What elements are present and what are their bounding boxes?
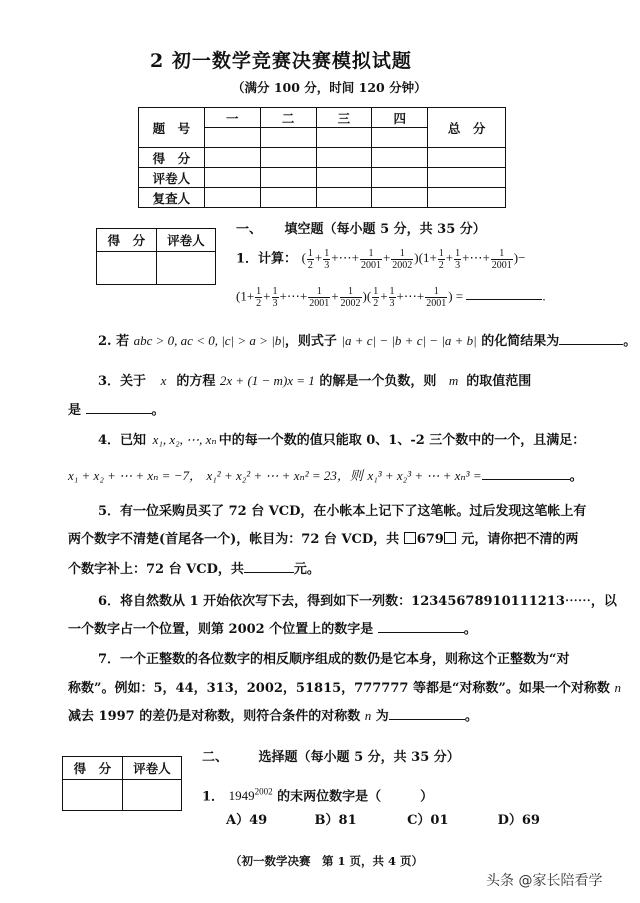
choice-question-1-number: 1．	[202, 789, 225, 805]
score-cell	[372, 128, 428, 148]
question-4-eq3: x₁³ + x₂³ + ⋯ + xₙ³ =	[367, 468, 482, 483]
question-7-line3b: 为	[375, 709, 389, 724]
score-cell	[260, 128, 316, 148]
question-4-eq1: x₁ + x₂ + ⋯ + xₙ = −7，	[68, 468, 202, 483]
score-row-label: 评卷人	[139, 168, 205, 188]
option-d[interactable]: D）69	[497, 813, 540, 828]
question-7-line3	[68, 706, 478, 727]
question-3-var2: m	[448, 373, 459, 388]
section2-heading	[202, 748, 460, 768]
score-cell	[260, 188, 316, 208]
grader-box-grader-label: 评卷人	[156, 229, 215, 252]
question-5-line3	[68, 560, 320, 580]
question-1	[236, 248, 525, 271]
score-table-header-cell: 总 分	[428, 108, 506, 148]
answer-blank[interactable]	[378, 620, 464, 633]
page-footer: （初一数学决赛 第 1 页，共 4 页）	[230, 854, 424, 868]
question-7-line2	[68, 678, 621, 699]
section2-number: 二、	[202, 750, 229, 765]
unclear-digit-box	[404, 532, 416, 544]
grader-box-section1	[96, 228, 216, 285]
section1-heading	[236, 220, 486, 240]
grader-box-score-label: 得 分	[97, 229, 157, 252]
grader-box-score-cell	[63, 780, 123, 811]
punct: 。	[569, 469, 583, 484]
score-table-header-cell: 一	[204, 108, 260, 128]
option-b[interactable]: B）81	[314, 813, 357, 828]
score-table-header	[139, 108, 506, 128]
option-a[interactable]: A）49	[226, 813, 268, 828]
score-cell	[204, 168, 260, 188]
question-3-line2	[68, 401, 165, 421]
score-cell	[204, 148, 260, 168]
score-table-row	[139, 188, 506, 208]
question-2	[98, 331, 636, 352]
power-exponent: 2002	[254, 787, 273, 797]
question-5-line2c: 元，请你把不清的两	[461, 532, 579, 547]
question-2-expression: |a + c| − |b + c| − |a + b|	[341, 333, 477, 348]
score-cell	[260, 148, 316, 168]
score-table	[138, 107, 506, 208]
grader-box-grader-cell	[156, 252, 215, 285]
power-base: 1949	[228, 788, 255, 804]
score-table-header-cell: 四	[372, 108, 428, 128]
answer-blank[interactable]	[86, 401, 152, 414]
score-table-row	[139, 148, 506, 168]
question-3-mid1: 的方程	[176, 374, 216, 389]
grader-box-score-label: 得 分	[63, 757, 123, 780]
question-3-prefix: 3．关于	[98, 374, 147, 389]
choice-question-1-power	[229, 788, 273, 803]
punct: 。	[623, 334, 637, 349]
question-5-line3b: 元。	[293, 562, 320, 577]
page-subtitle: （满分 100 分，时间 120 分钟）	[232, 80, 427, 95]
question-2-post: 的化简结果为	[481, 334, 560, 349]
question-5-line3a: 个数字补上：72 台 VCD，共	[68, 562, 244, 577]
question-4-vars: x₁, x₂, ⋯, xₙ	[152, 432, 217, 447]
question-7-var: n	[364, 708, 372, 723]
score-cell	[316, 148, 372, 168]
question-2-condition: abc > 0, ac < 0, |c| > a > |b|	[133, 333, 285, 348]
choice-options	[226, 811, 548, 831]
score-cell	[372, 188, 428, 208]
score-table-row	[139, 168, 506, 188]
question-4	[98, 430, 585, 451]
question-1-expr-line2: (1+ $\frac{1}{2}$ + $\frac{1}{3}$ +⋯+ $\frac{1}{2001}$ + $\frac{1}{2002}$ )( $\frac{1}{2}$ + $\frac{1}{3}$ +⋯+ $\frac{1}{2001}$ ) = .	[236, 286, 546, 309]
grader-box-grader-cell	[122, 780, 181, 811]
score-table-header-cell: 三	[316, 108, 372, 128]
score-cell	[428, 148, 506, 168]
grader-box-section2	[62, 756, 182, 811]
score-cell	[316, 168, 372, 188]
score-cell	[260, 168, 316, 188]
question-3-var: x	[160, 373, 167, 388]
section2-title: 选择题（每小题 5 分，共 35 分）	[258, 750, 460, 765]
punct: 。	[463, 622, 477, 637]
question-4-equations	[68, 466, 583, 487]
section1-number: 一、	[236, 222, 263, 237]
question-1-expr-line1: ( $\frac{1}{2}$ + $\frac{1}{3}$ +⋯+ $\frac{1}{2001}$ + $\frac{1}{2002}$ )(1+ $\frac{1}{2}$ + $\frac{1}{3}$ +⋯+ $\frac{1}{2001}$ )−	[301, 248, 526, 271]
watermark: 头条 @家长陪看学	[486, 873, 603, 889]
question-3	[98, 371, 531, 392]
answer-blank[interactable]	[559, 332, 623, 345]
score-table-header-cell: 题 号	[139, 108, 205, 148]
choice-question-1-text: 的末两位数字是（ ）	[277, 789, 434, 805]
answer-blank[interactable]	[482, 467, 570, 480]
question-1-label: 1．计算：	[236, 251, 298, 267]
question-2-mid: ，则式子	[284, 334, 337, 349]
section1-title: 填空题（每小题 5 分，共 35 分）	[284, 222, 486, 237]
score-cell	[316, 188, 372, 208]
question-5-digits: 679	[416, 532, 444, 547]
score-cell	[372, 148, 428, 168]
option-c[interactable]: C）01	[407, 813, 449, 828]
answer-blank[interactable]	[466, 287, 542, 300]
score-cell	[204, 188, 260, 208]
question-7-var: n	[614, 680, 621, 695]
question-4-eq2: x₁² + x₂² + ⋯ + xₙ² = 23，则	[206, 468, 363, 483]
choice-question-1	[202, 782, 433, 807]
question-3-mid2: 的解是一个负数，则	[319, 374, 437, 389]
score-row-label: 复查人	[139, 188, 205, 208]
grader-box-grader-label: 评卷人	[122, 757, 181, 780]
question-6-line2	[68, 620, 477, 640]
question-3-post: 的取值范围	[466, 374, 532, 389]
score-cell	[428, 188, 506, 208]
grader-box-score-cell	[97, 252, 157, 285]
page-title: 2 初一数学竞赛决赛模拟试题	[150, 50, 412, 72]
score-cell	[204, 128, 260, 148]
question-4-prefix: 4．已知	[98, 433, 147, 448]
question-5-line2a: 两个数字不清楚(首尾各一个)，帐目为：72 台 VCD，共	[68, 532, 400, 547]
question-7-line2a: 称数”。例如：5，44，313，2002，51815，777777 等都是“对称数”。如果一个对称数	[68, 681, 610, 696]
question-5-line1: 5．有一位采购员买了 72 台 VCD，在小帐本上记下了这笔帐。过后发现这笔帐上有	[98, 504, 587, 519]
question-6-line2a: 一个数字占一个位置，则第 2002 个位置上的数字是	[68, 622, 374, 637]
question-2-prefix: 2. 若	[98, 334, 130, 349]
question-4-post: 中的每一个数的值只能取 0、1、-2 三个数中的一个，且满足：	[218, 433, 586, 448]
score-table-header-cell: 二	[260, 108, 316, 128]
answer-blank[interactable]	[389, 707, 465, 720]
question-3-equation: 2x + (1 − m)x = 1	[219, 373, 315, 388]
score-row-label: 得 分	[139, 148, 205, 168]
question-6-line1: 6．将自然数从 1 开始依次写下去，得到如下一列数：12345678910111213⋯⋯，以	[98, 594, 617, 609]
question-3-line2-text: 是	[68, 403, 82, 418]
punct: 。	[464, 709, 478, 724]
answer-blank[interactable]	[244, 560, 294, 573]
score-cell	[372, 168, 428, 188]
punct: 。	[151, 403, 165, 418]
unclear-digit-box	[444, 532, 456, 544]
score-cell	[428, 168, 506, 188]
question-7-line1: 7．一个正整数的各位数字的相反顺序组成的数仍是它本身，则称这个正整数为“对	[98, 652, 570, 667]
question-5-line2	[68, 530, 578, 550]
score-cell	[316, 128, 372, 148]
question-7-line3a: 减去 1997 的差仍是对称数，则符合条件的对称数	[68, 709, 361, 724]
